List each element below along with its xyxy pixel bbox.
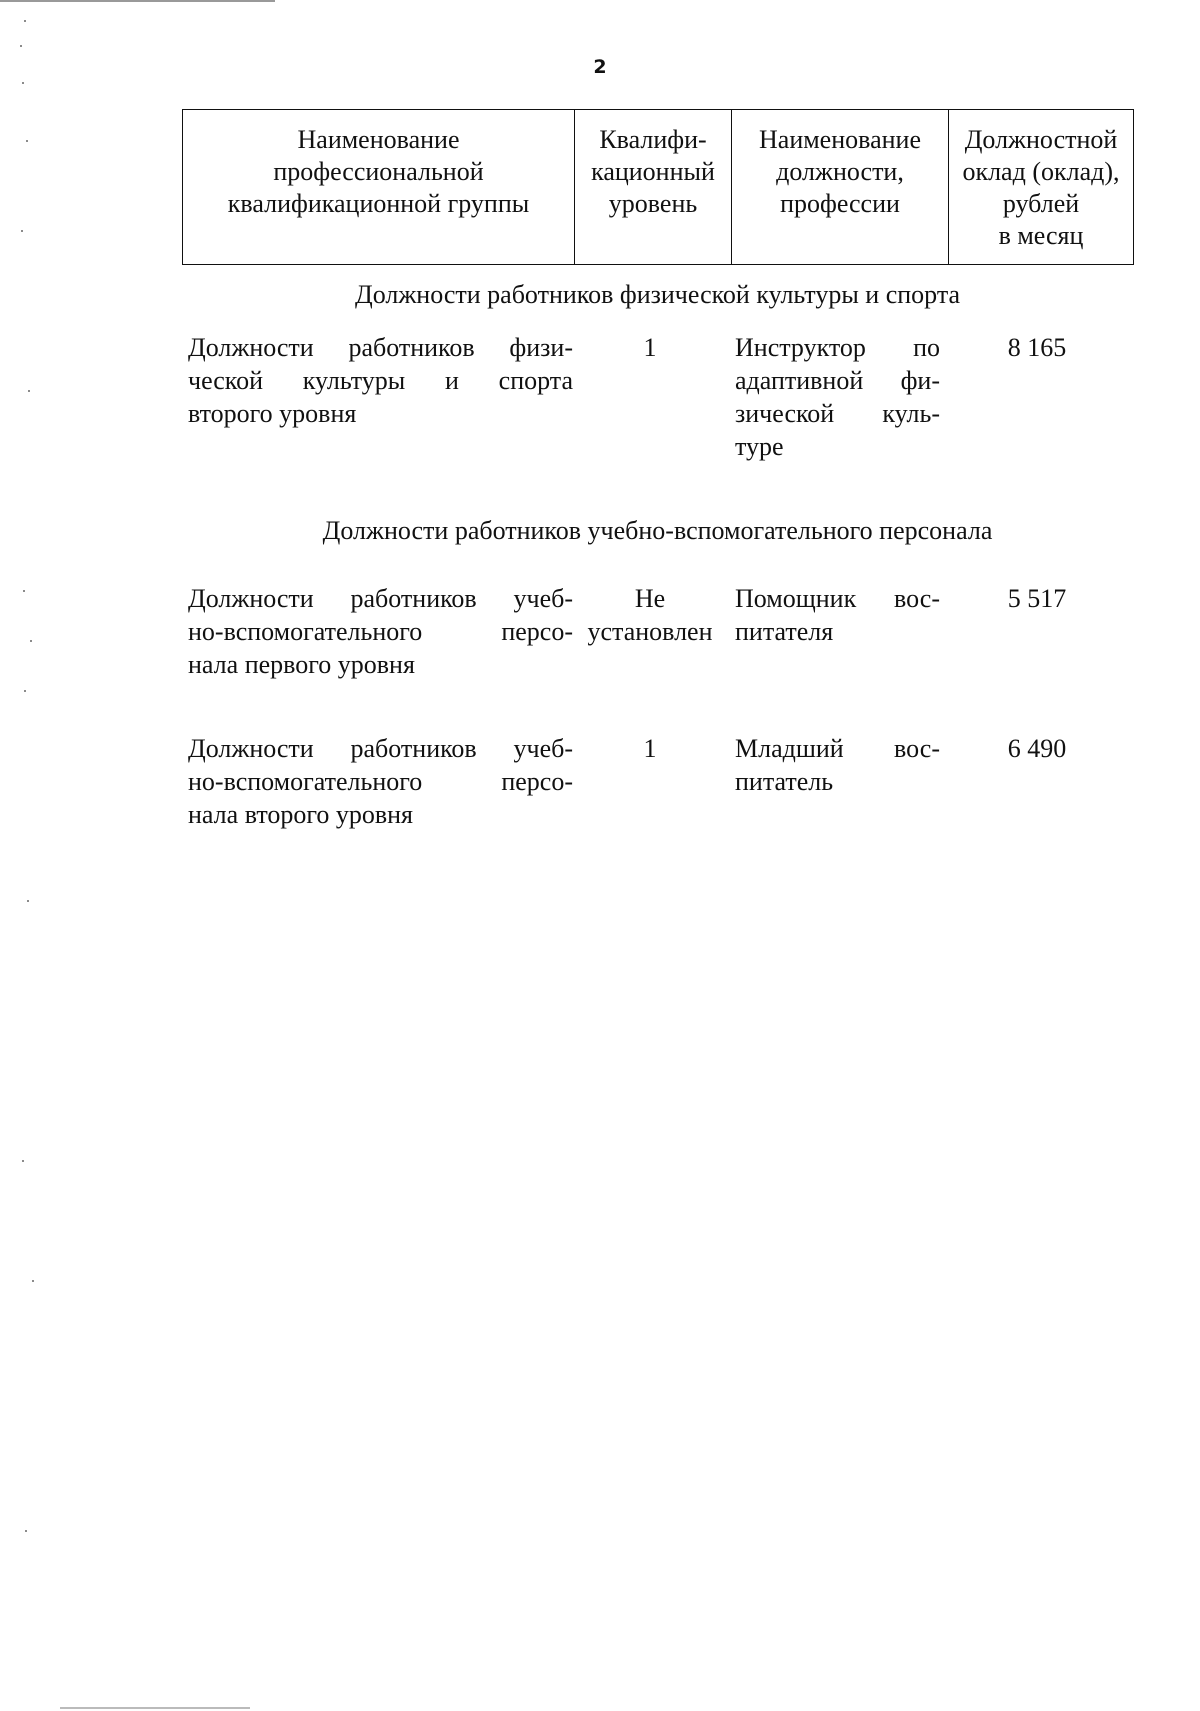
header-text: Должностной [964,125,1118,154]
table-row [182,732,1133,872]
header-cell-level [575,110,732,265]
row-salary: 5 517 [1007,584,1067,613]
scan-margin-specks [18,0,48,1711]
row-position: Помощник вос- питателя [735,584,940,646]
row-salary: 8 165 [1007,333,1067,362]
row-group-name: Должности работников учеб- но-вспомогательного персо- нала второго уровня [188,734,573,829]
header-cell-position [732,110,949,265]
row-level: 1 [643,734,657,763]
section-title: Должности работников учебно-вспомогательного персонала [322,516,993,545]
row-level: 1 [643,333,657,362]
row-position: Младший вос- питатель [735,734,940,796]
header-text: в месяц [998,221,1084,250]
row-level: Не установлен [587,584,713,646]
section-title: Должности работников физической культуры и спорта [354,280,961,309]
header-cell-group [183,110,575,265]
row-salary: 6 490 [1007,734,1067,763]
header-table [182,109,1134,265]
header-text: Наименование [297,125,460,154]
table-row [182,582,1133,722]
header-text: квалификационной группы [227,189,530,218]
row-group-name: Должности работников физи- ческой культуры и спорта второго уровня [188,333,573,428]
header-cell-salary [949,110,1134,265]
row-group-name: Должности работников учеб- но-вспомогательного персо- нала первого уровня [188,584,573,679]
header-row [183,110,1134,265]
header-text: Наименование [759,125,921,154]
header-text: оклад (оклад), [962,157,1120,186]
table-row [182,331,1133,471]
header-text: Квалифи- [599,125,707,154]
header-text: кационный [591,157,715,186]
page-number: 2 [593,56,607,78]
row-position: Инструктор по адаптивной фи- зической куль- туре [735,333,940,461]
header-text: должности, [776,157,904,186]
header-text: рублей [1002,189,1080,218]
header-text: уровень [608,189,698,218]
header-text: профессии [780,189,900,218]
scan-bottom-edge [60,1707,250,1709]
header-text: профессиональной [273,157,484,186]
